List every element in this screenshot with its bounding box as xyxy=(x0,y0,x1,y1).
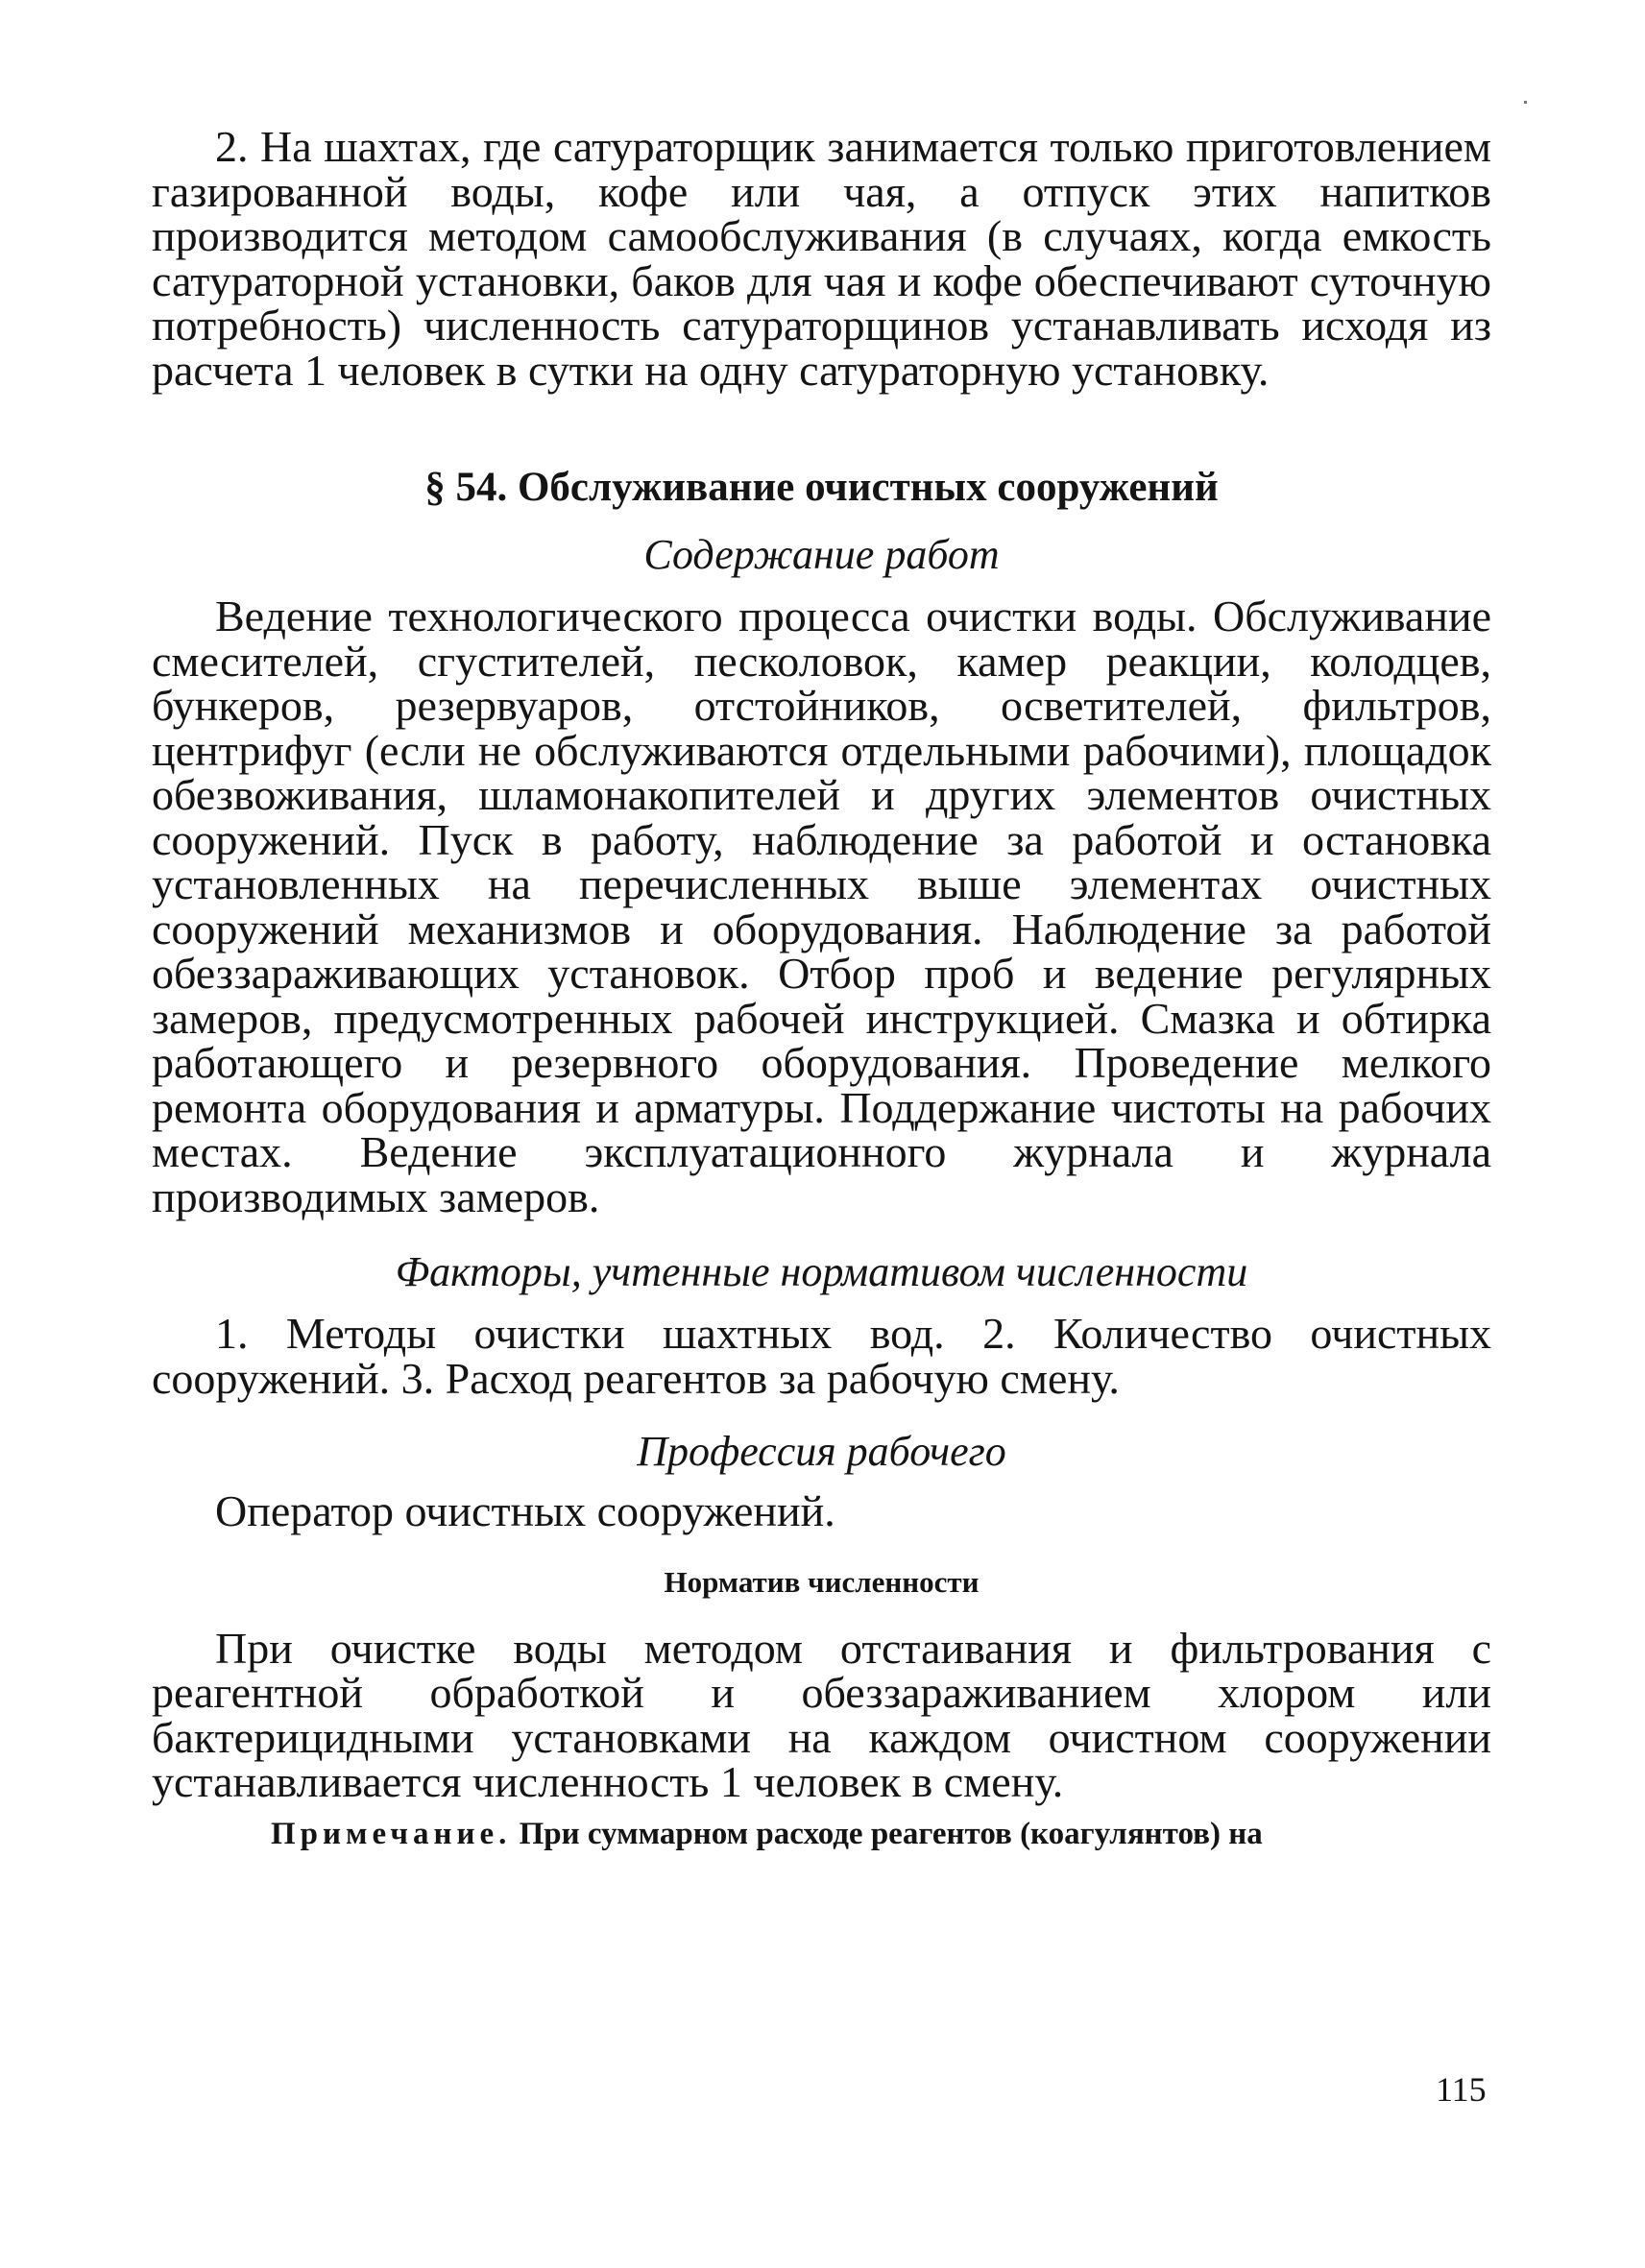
note-label: Примечание. xyxy=(271,1816,512,1851)
work-content-text: Ведение технологического процесса очистки воды. Обслуживание смесителей, сгустителей, песколовок, камер реакции, колодцев, бункеров, резервуаров, отстойников, осветителей, фильтров, центрифуг (если не обслуживаются отдельными рабочими), площадок обезвоживания, шламонакопителей и других элементов очистных сооружений. Пуск в работу, наблюдение за работой и остановка установленных на перечисленных выше элементах очистных сооружений механизмов и оборудования. Наблюдение за работой обеззараживающих установок. Отбор проб и ведение регулярных замеров, предусмотренных рабочей инструкцией. Смазка и обтирка работающего и резервного оборудования. Проведение мелкого ремонта оборудования и арматуры. Поддержание чистоты на рабочих местах. Ведение эксплуатационного журнала и журнала производимых замеров. xyxy=(152,591,1491,1221)
factors-heading: Факторы, учтенные нормативом численности xyxy=(395,1248,1248,1295)
scan-speck xyxy=(1524,101,1527,104)
norm-text: При очистке воды методом отстаивания и фильтрования с реагентной обработкой и обеззараживанием хлором или бактерицидными установками на каждом очистном сооружении устанавливается численность 1 человек в смену. xyxy=(152,1623,1491,1806)
section-title: § 54. Обслуживание очистных сооружений xyxy=(424,465,1219,510)
note xyxy=(152,1815,1491,1853)
document-page xyxy=(152,122,1491,1853)
page-number: 115 xyxy=(1436,2070,1487,2109)
norm-heading: Норматив численности xyxy=(664,1564,980,1599)
work-content-heading: Содержание работ xyxy=(643,531,1000,578)
note-text: При суммарном расходе реагентов (коагулянтов) на xyxy=(519,1816,1263,1851)
paragraph-saturator: 2. На шахтах, где сатураторщик занимается только приготовлением газированной воды, кофе или чая, а отпуск этих напитков производится методом самообслуживания (в случаях, когда емкость сатураторной установки, баков для чая и кофе обеспечивают суточную потребность) численность сатураторщинов устанавливать исходя из расчета 1 человек в сутки на одну сатураторную установку. xyxy=(152,122,1491,395)
factors-text: 1. Методы очистки шахтных вод. 2. Количество очистных сооружений. 3. Расход реагентов за рабочую смену. xyxy=(152,1309,1491,1403)
profession-heading: Профессия рабочего xyxy=(637,1428,1006,1475)
profession-text: Оператор очистных сооружений. xyxy=(215,1486,835,1535)
